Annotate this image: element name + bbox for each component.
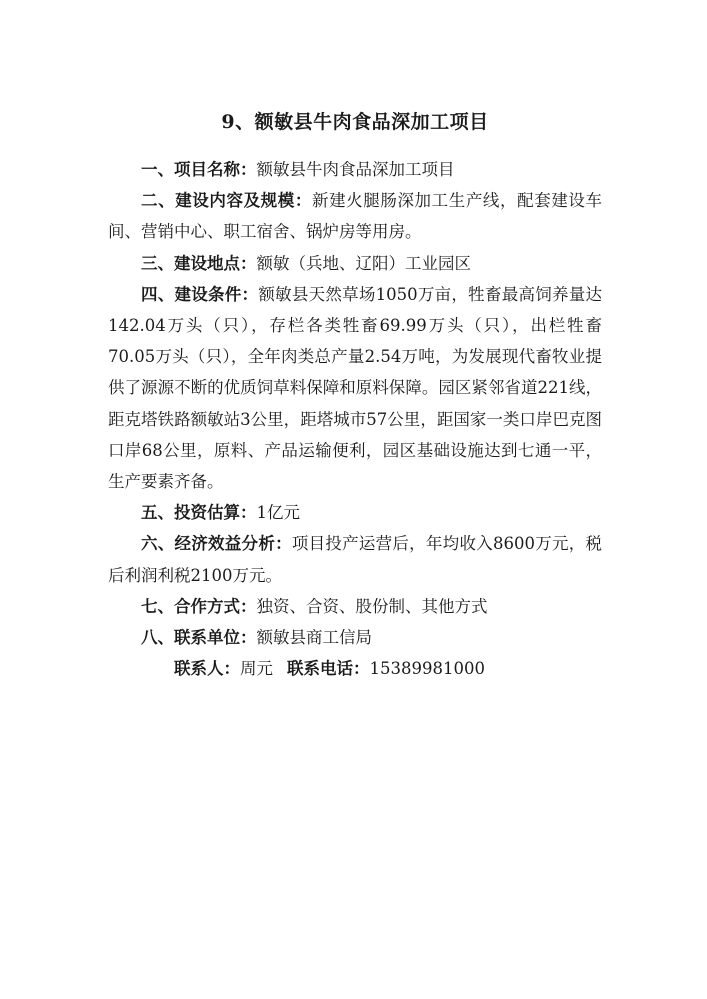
section-text: 额敏县牛肉食品深加工项目 [256, 160, 455, 179]
section-text: 额敏（兵地、辽阳）工业园区 [256, 253, 471, 273]
section-project-name [108, 154, 602, 185]
section-economic-benefit [108, 528, 602, 590]
contact-phone-label: 联系电话： [287, 659, 370, 679]
section-contact-unit [108, 622, 602, 653]
section-cooperation [108, 591, 602, 622]
project-title: 9、额敏县牛肉食品深加工项目 [221, 111, 489, 133]
contact-phone: 15389981000 [369, 659, 485, 679]
section-label: 五、投资估算： [141, 503, 257, 523]
section-label: 二、建设内容及规模： [141, 191, 312, 211]
section-conditions [108, 279, 602, 497]
section-label: 四、建设条件： [141, 284, 259, 304]
section-investment [108, 497, 602, 528]
section-construction-scope [108, 185, 602, 247]
section-text: 新建火腿肠深加工生产线，配套建设车间、营销中心、职工宿舍、锅炉房等用房。 [108, 191, 603, 242]
contact-person: 周元 [240, 659, 273, 679]
section-label: 七、合作方式： [141, 596, 257, 616]
section-text: 项目投产运营后，年均收入8600万元，税后利润利税2100万元。 [108, 534, 602, 585]
project-details [108, 154, 602, 684]
section-location [108, 248, 602, 279]
section-text: 额敏县商工信局 [256, 628, 372, 648]
section-label: 八、联系单位： [141, 628, 257, 648]
section-text: 额敏县天然草场1050万亩，牲畜最高饲养量达142.04万头（只），存栏各类牲畜69.99万头（只），出栏牲畜70.05万头（只），全年肉类总产量2.54万吨，为发展现代畜牧业提供了源源不断的优质饲草料保障和原料保障。园区紧邻省道221线，距克塔铁路额敏站3公里，距塔城市57公里，距国家一类口岸巴克图口岸68公里，原料、产品运输便利，园区基础设施达到七通一平，生产要素齐备。 [108, 284, 602, 492]
section-label: 三、建设地点： [141, 253, 257, 273]
section-text: 独资、合资、股份制、其他方式 [256, 596, 488, 616]
section-label: 一、项目名称： [141, 160, 257, 179]
contact-line [108, 653, 602, 684]
contact-person-label: 联系人： [174, 659, 240, 679]
section-label: 六、经济效益分析： [141, 534, 292, 554]
section-text: 1亿元 [256, 503, 300, 523]
